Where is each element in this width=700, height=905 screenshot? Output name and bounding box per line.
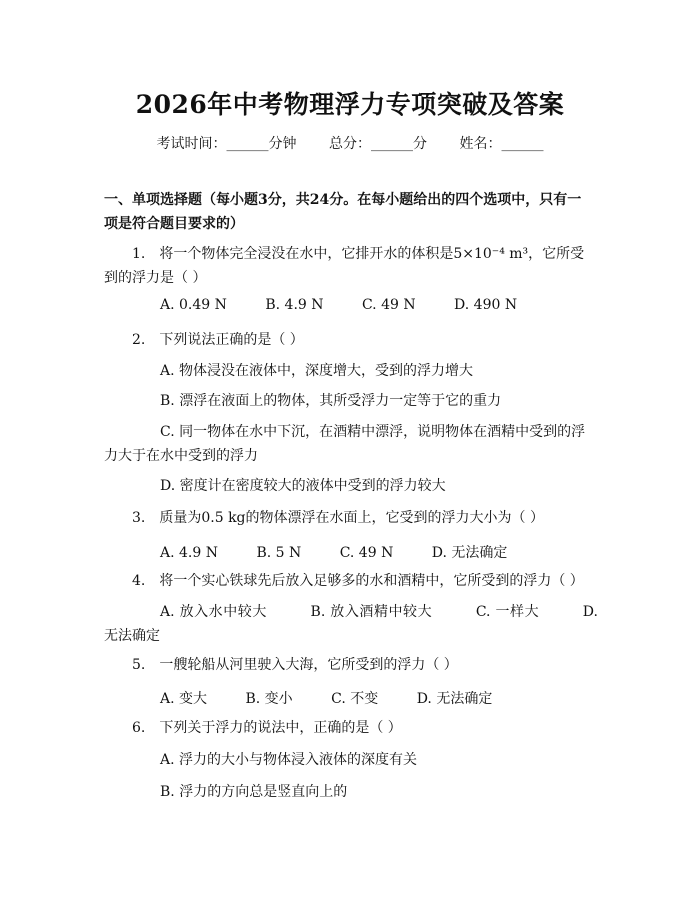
option-c: C. 49 N xyxy=(361,297,416,313)
option-b: B. 5 N xyxy=(256,545,302,561)
section-header: 一、单项选择题（每小题3分，共24分。在每小题给出的四个选项中，只有一项是符合题目要求的） xyxy=(104,192,582,232)
time-field: 考试时间：______分钟 xyxy=(156,136,297,152)
question-5-options xyxy=(160,688,526,708)
option-d: D. 无法确定 xyxy=(431,545,508,561)
question-2-option-a: A. 物体浸没在液体中，深度增大，受到的浮力增大 xyxy=(160,363,474,379)
option-a: A. 4.9 N xyxy=(160,545,218,561)
option-a: A. 0.49 N xyxy=(160,297,227,313)
question-2-option-b: B. 漂浮在液面上的物体，其所受浮力一定等于它的重力 xyxy=(160,393,502,409)
question-6-option-a: A. 浮力的大小与物体浸入液体的深度有关 xyxy=(160,752,418,768)
question-5: 5. 一艘轮船从河里驶入大海，它所受到的浮力（ ） xyxy=(132,657,458,673)
question-3: 3. 质量为0.5 kg的物体漂浮在水面上，它受到的浮力大小为（ ） xyxy=(132,510,544,526)
option-c: C. 不变 xyxy=(331,691,379,707)
option-b: B. 变小 xyxy=(245,691,293,707)
question-3-options xyxy=(160,542,541,562)
option-a: A. 变大 xyxy=(160,691,208,707)
question-1-options xyxy=(160,297,551,313)
exam-meta xyxy=(0,133,700,153)
question-6: 6. 下列关于浮力的说法中，正确的是（ ） xyxy=(132,720,402,736)
option-b: B. 4.9 N xyxy=(265,297,324,313)
question-2-option-c: C. 同一物体在水中下沉，在酒精中漂浮，说明物体在酒精中受到的浮力大于在水中受到的浮力 xyxy=(104,424,586,464)
name-field: 姓名：______ xyxy=(459,136,544,152)
option-d: D. 无法确定 xyxy=(416,691,493,707)
question-1: 1. 将一个物体完全浸没在水中，它排开水的体积是5×10⁻⁴ m³，它所受到的浮力是（ ） xyxy=(104,246,585,286)
question-4: 4. 将一个实心铁球先后放入足够多的水和酒精中，它所受到的浮力（ ） xyxy=(132,573,584,589)
question-6-option-b: B. 浮力的方向总是竖直向上的 xyxy=(160,784,348,800)
score-field: 总分：______分 xyxy=(329,136,427,152)
option-d: D. 490 N xyxy=(454,297,518,313)
option-c: C. 49 N xyxy=(339,545,394,561)
question-2: 2. 下列说法正确的是（ ） xyxy=(132,332,304,348)
page-title: 2026年中考物理浮力专项突破及答案 xyxy=(135,90,565,119)
question-4-options: A. 放入水中较大 B. 放入酒精中较大 C. 一样大 D. 无法确定 xyxy=(104,604,598,644)
question-2-option-d: D. 密度计在密度较大的液体中受到的浮力较大 xyxy=(160,478,446,494)
